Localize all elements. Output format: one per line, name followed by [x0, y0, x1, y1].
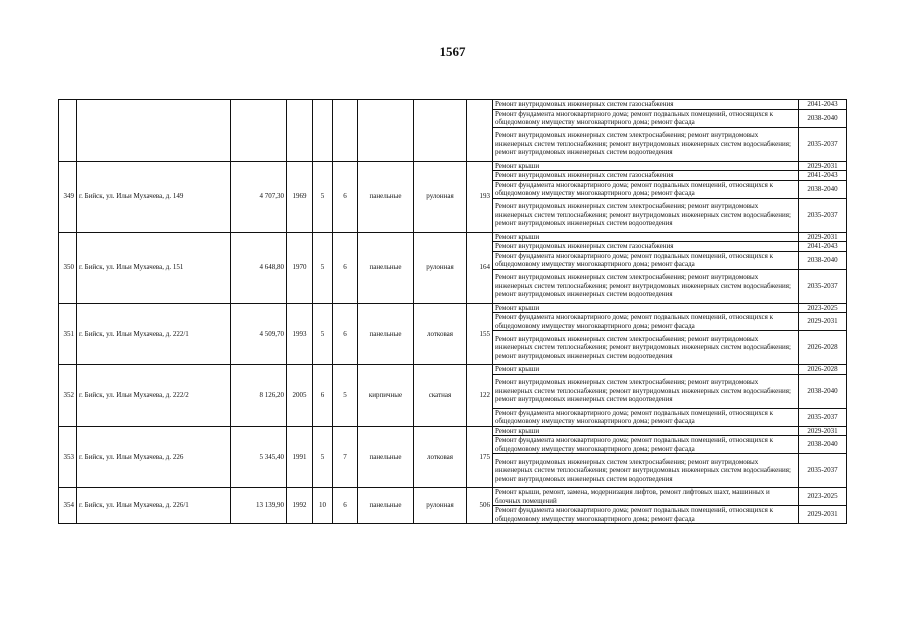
work-type-cell: Ремонт внутридомовых инженерных систем газоснабжения — [493, 100, 799, 110]
empty-cell — [287, 100, 313, 162]
period-cell: 2038-2040 — [799, 374, 847, 408]
entrances-cell: 6 — [333, 488, 358, 524]
address-cell: г. Бийск, ул. Ильи Мухачева, д. 151 — [77, 232, 231, 303]
area-cell: 4 707,30 — [231, 161, 287, 232]
empty-cell — [313, 100, 333, 162]
table-row — [59, 100, 847, 110]
year-cell: 1970 — [287, 232, 313, 303]
period-cell: 2038-2040 — [799, 251, 847, 269]
address-cell: г. Бийск, ул. Ильи Мухачева, д. 226 — [77, 426, 231, 488]
wall-material-cell: кирпичные — [358, 365, 414, 427]
apartments-cell: 164 — [467, 232, 493, 303]
row-number-cell: 352 — [59, 365, 77, 427]
row-number-cell: 354 — [59, 488, 77, 524]
address-cell: г. Бийск, ул. Ильи Мухачева, д. 226/1 — [77, 488, 231, 524]
roof-type-cell: рулонная — [414, 488, 467, 524]
floors-cell: 6 — [313, 365, 333, 427]
work-type-cell: Ремонт фундамента многоквартирного дома; ремонт подвальных помещений, относящихся к общедомовому имуществу многоквартирного дома; ремонт фасада — [493, 408, 799, 426]
work-type-cell: Ремонт фундамента многоквартирного дома; ремонт подвальных помещений, относящихся к общедомовому имуществу многоквартирного дома; ремонт фасада — [493, 506, 799, 524]
row-number-cell: 350 — [59, 232, 77, 303]
roof-type-cell: лотковая — [414, 426, 467, 488]
address-cell: г. Бийск, ул. Ильи Мухачева, д. 222/1 — [77, 303, 231, 365]
floors-cell: 5 — [313, 232, 333, 303]
apartments-cell: 175 — [467, 426, 493, 488]
work-type-cell: Ремонт фундамента многоквартирного дома; ремонт подвальных помещений, относящихся к общедомовому имуществу многоквартирного дома; ремонт фасада — [493, 313, 799, 331]
period-cell: 2038-2040 — [799, 436, 847, 454]
period-cell: 2038-2040 — [799, 180, 847, 198]
table-row — [59, 426, 847, 436]
row-number-cell: 349 — [59, 161, 77, 232]
row-number-cell: 353 — [59, 426, 77, 488]
address-cell: г. Бийск, ул. Ильи Мухачева, д. 222/2 — [77, 365, 231, 427]
work-type-cell: Ремонт фундамента многоквартирного дома; ремонт подвальных помещений, относящихся к общедомовому имуществу многоквартирного дома; ремонт фасада — [493, 436, 799, 454]
floors-cell: 5 — [313, 161, 333, 232]
apartments-cell: 506 — [467, 488, 493, 524]
empty-cell — [358, 100, 414, 162]
table-row — [59, 232, 847, 242]
work-type-cell: Ремонт внутридомовых инженерных систем электроснабжения; ремонт внутридомовых инженерных систем теплоснабжения; ремонт внутридомовых инженерных систем водоснабжения; ремонт внутридомовых инженерных систем водоотведения — [493, 198, 799, 232]
work-type-cell: Ремонт внутридомовых инженерных систем электроснабжения; ремонт внутридомовых инженерных систем теплоснабжения; ремонт внутридомовых инженерных систем водоснабжения; ремонт внутридомовых инженерных систем водоотведения — [493, 374, 799, 408]
year-cell: 1969 — [287, 161, 313, 232]
entrances-cell: 6 — [333, 232, 358, 303]
work-type-cell: Ремонт внутридомовых инженерных систем электроснабжения; ремонт внутридомовых инженерных систем теплоснабжения; ремонт внутридомовых инженерных систем водоснабжения; ремонт внутридомовых инженерных систем водоотведения — [493, 127, 799, 161]
work-type-cell: Ремонт крыши — [493, 365, 799, 375]
period-cell: 2035-2037 — [799, 198, 847, 232]
roof-type-cell: рулонная — [414, 232, 467, 303]
empty-cell — [59, 100, 77, 162]
table-row — [59, 303, 847, 313]
row-number-cell: 351 — [59, 303, 77, 365]
work-type-cell: Ремонт внутридомовых инженерных систем газоснабжения — [493, 242, 799, 252]
apartments-cell: 122 — [467, 365, 493, 427]
period-cell: 2029-2031 — [799, 506, 847, 524]
period-cell: 2035-2037 — [799, 269, 847, 303]
period-cell: 2026-2028 — [799, 365, 847, 375]
year-cell: 1991 — [287, 426, 313, 488]
period-cell: 2023-2025 — [799, 488, 847, 506]
work-type-cell: Ремонт крыши — [493, 303, 799, 313]
period-cell: 2035-2037 — [799, 454, 847, 488]
table-row — [59, 161, 847, 171]
wall-material-cell: панельные — [358, 303, 414, 365]
work-type-cell: Ремонт фундамента многоквартирного дома; ремонт подвальных помещений, относящихся к общедомовому имуществу многоквартирного дома; ремонт фасада — [493, 109, 799, 127]
wall-material-cell: панельные — [358, 161, 414, 232]
year-cell: 1993 — [287, 303, 313, 365]
work-type-cell: Ремонт внутридомовых инженерных систем электроснабжения; ремонт внутридомовых инженерных систем теплоснабжения; ремонт внутридомовых инженерных систем водоснабжения; ремонт внутридомовых инженерных систем водоотведения — [493, 269, 799, 303]
period-cell: 2023-2025 — [799, 303, 847, 313]
roof-type-cell: скатная — [414, 365, 467, 427]
work-type-cell: Ремонт крыши, ремонт, замена, модернизация лифтов, ремонт лифтовых шахт, машинных и блочных помещений — [493, 488, 799, 506]
wall-material-cell: панельные — [358, 232, 414, 303]
entrances-cell: 6 — [333, 303, 358, 365]
work-type-cell: Ремонт крыши — [493, 161, 799, 171]
work-type-cell: Ремонт фундамента многоквартирного дома; ремонт подвальных помещений, относящихся к общедомовому имуществу многоквартирного дома; ремонт фасада — [493, 180, 799, 198]
address-cell: г. Бийск, ул. Ильи Мухачева, д. 149 — [77, 161, 231, 232]
work-type-cell: Ремонт внутридомовых инженерных систем электроснабжения; ремонт внутридомовых инженерных систем теплоснабжения; ремонт внутридомовых инженерных систем водоснабжения; ремонт внутридомовых инженерных систем водоотведения — [493, 454, 799, 488]
table-row — [59, 365, 847, 375]
period-cell: 2029-2031 — [799, 232, 847, 242]
entrances-cell: 7 — [333, 426, 358, 488]
roof-type-cell: рулонная — [414, 161, 467, 232]
page-number: 1567 — [439, 44, 466, 59]
work-type-cell: Ремонт внутридомовых инженерных систем газоснабжения — [493, 171, 799, 181]
entrances-cell: 6 — [333, 161, 358, 232]
period-cell: 2029-2031 — [799, 161, 847, 171]
empty-cell — [77, 100, 231, 162]
year-cell: 2005 — [287, 365, 313, 427]
table-row — [59, 488, 847, 506]
period-cell: 2029-2031 — [799, 313, 847, 331]
period-cell: 2029-2031 — [799, 426, 847, 436]
period-cell: 2041-2043 — [799, 242, 847, 252]
floors-cell: 5 — [313, 303, 333, 365]
apartments-cell: 193 — [467, 161, 493, 232]
work-type-cell: Ремонт крыши — [493, 426, 799, 436]
wall-material-cell: панельные — [358, 488, 414, 524]
period-cell: 2035-2037 — [799, 408, 847, 426]
work-type-cell: Ремонт крыши — [493, 232, 799, 242]
area-cell: 8 126,20 — [231, 365, 287, 427]
floors-cell: 10 — [313, 488, 333, 524]
empty-cell — [467, 100, 493, 162]
empty-cell — [333, 100, 358, 162]
roof-type-cell: лотковая — [414, 303, 467, 365]
area-cell: 13 139,90 — [231, 488, 287, 524]
entrances-cell: 5 — [333, 365, 358, 427]
period-cell: 2041-2043 — [799, 100, 847, 110]
area-cell: 4 509,70 — [231, 303, 287, 365]
work-type-cell: Ремонт внутридомовых инженерных систем электроснабжения; ремонт внутридомовых инженерных систем теплоснабжения; ремонт внутридомовых инженерных систем водоснабжения; ремонт внутридомовых инженерных систем водоотведения — [493, 331, 799, 365]
area-cell: 5 345,40 — [231, 426, 287, 488]
period-cell: 2035-2037 — [799, 127, 847, 161]
apartments-cell: 155 — [467, 303, 493, 365]
wall-material-cell: панельные — [358, 426, 414, 488]
period-cell: 2038-2040 — [799, 109, 847, 127]
floors-cell: 5 — [313, 426, 333, 488]
period-cell: 2026-2028 — [799, 331, 847, 365]
empty-cell — [231, 100, 287, 162]
work-type-cell: Ремонт фундамента многоквартирного дома; ремонт подвальных помещений, относящихся к общедомовому имуществу многоквартирного дома; ремонт фасада — [493, 251, 799, 269]
period-cell: 2041-2043 — [799, 171, 847, 181]
capital-repair-table — [58, 99, 847, 524]
year-cell: 1992 — [287, 488, 313, 524]
empty-cell — [414, 100, 467, 162]
area-cell: 4 648,80 — [231, 232, 287, 303]
